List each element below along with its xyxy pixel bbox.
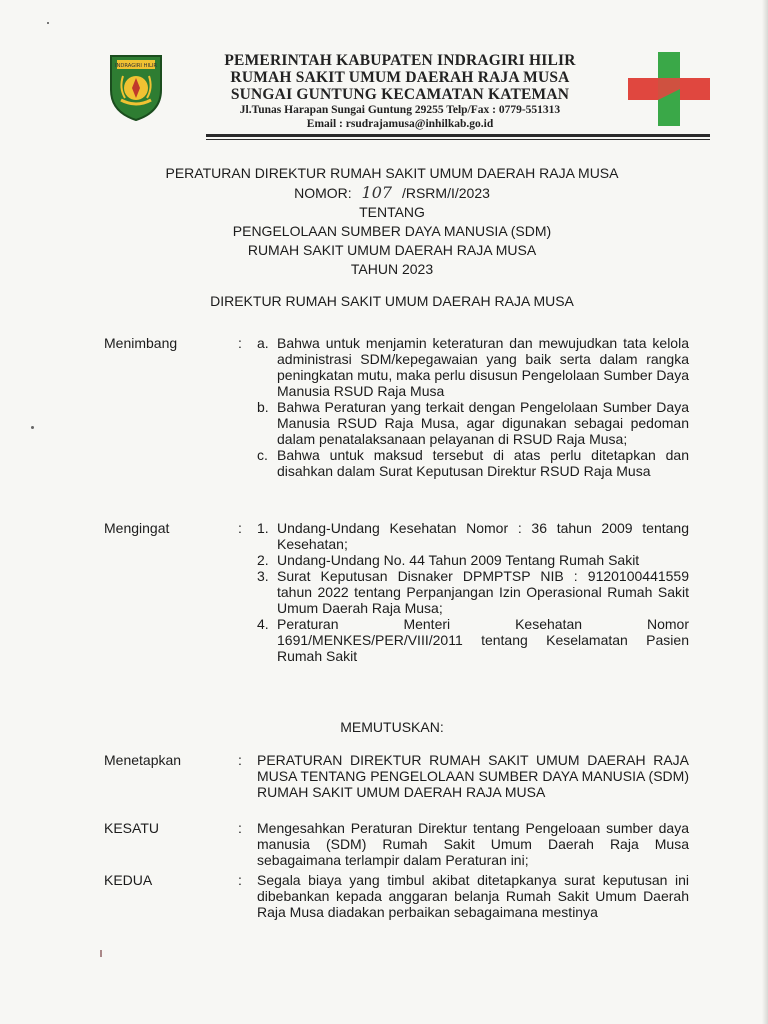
subject-line-1: PENGELOLAAN SUMBER DAYA MANUSIA (SDM) <box>232 223 552 239</box>
menetapkan-colon: : <box>238 752 242 768</box>
seal-text: INDRAGIRI HILIR <box>114 63 158 69</box>
scan-speck <box>47 22 49 24</box>
menimbang-colon: : <box>238 335 242 351</box>
item-marker: a. <box>257 335 269 351</box>
scan-speck <box>31 426 34 429</box>
item-marker: 1. <box>257 520 269 536</box>
year-line: TAHUN 2023 <box>350 261 434 277</box>
item-text: Surat Keputusan Disnaker DPMPTSP NIB : 9120100441559 tahun 2022 tentang Perpanjangan Izin Operasional Rumah Sakit Umum Daerah Raja Musa; <box>277 568 689 616</box>
mengingat-item <box>257 552 689 568</box>
kedua-text: Segala biaya yang timbul akibat ditetapkanya surat keputusan ini dibebankan kepada anggaran belanja Rumah Sakit Umum Daerah Raja Musa diadakan perbaikan sebagaimana mestinya <box>257 872 689 920</box>
mengingat-item <box>257 616 689 664</box>
menetapkan-label: Menetapkan <box>104 752 182 768</box>
scan-edge-shadow <box>762 0 768 1024</box>
item-marker: 2. <box>257 552 269 568</box>
letterhead <box>170 52 630 131</box>
mengingat-colon: : <box>238 520 242 536</box>
menetapkan-text: PERATURAN DIREKTUR RUMAH SAKIT UMUM DAERAH RAJA MUSA TENTANG PENGELOLAAN SUMBER DAYA MANUSIA (SDM) RUMAH SAKIT UMUM DAERAH RAJA MUSA <box>257 752 689 800</box>
item-marker: b. <box>257 399 269 415</box>
mengingat-item <box>257 520 689 552</box>
item-text: Undang-Undang Kesehatan Nomor : 36 tahun 2009 tentang Kesehatan; <box>277 520 689 552</box>
tentang-line: TENTANG <box>359 204 425 220</box>
item-text: Peraturan Menteri Kesehatan Nomor 1691/MENKES/PER/VIII/2011 tentang Keselamatan Pasien Rumah Sakit <box>277 616 689 664</box>
item-text: Bahwa Peraturan yang terkait dengan Pengelolaan Sumber Daya Manusia RSUD Raja Musa, agar digunakan sebagai pedoman dalam penatalaksanaan pelayanan di RSUD Raja Musa; <box>277 399 689 447</box>
mengingat-list <box>257 520 689 664</box>
item-text: Undang-Undang No. 44 Tahun 2009 Tentang Rumah Sakit <box>277 552 640 568</box>
item-marker: 3. <box>257 568 269 584</box>
nomor-number: 107 <box>361 183 393 202</box>
letterhead-rule-thick <box>206 134 710 137</box>
letterhead-line-2: RUMAH SAKIT UMUM DAERAH RAJA MUSA <box>230 69 570 86</box>
menimbang-list <box>257 335 689 479</box>
letterhead-line-1: PEMERINTAH KABUPATEN INDRAGIRI HILIR <box>224 52 576 69</box>
item-marker: 4. <box>257 616 269 632</box>
nomor-suffix: /RSRM/I/2023 <box>401 185 490 201</box>
kedua-label: KEDUA <box>104 872 153 888</box>
mengingat-item <box>257 568 689 616</box>
menimbang-item <box>257 335 689 399</box>
nomor-line <box>100 183 684 203</box>
title-line: PERATURAN DIREKTUR RUMAH SAKIT UMUM DAERAH RAJA MUSA <box>165 165 619 181</box>
letterhead-email: Email : rsudrajamusa@inhilkab.go.id <box>306 118 494 130</box>
item-text: Bahwa untuk menjamin keteraturan dan mewujudkan tata kelola administrasi SDM/kepegawaian yang baik serta dalam rangka peningkatan mutu, maka perlu disusun Pengelolaan Sumber Daya Manusia RSUD Raja Musa <box>277 335 689 399</box>
menimbang-item <box>257 447 689 479</box>
regulation-title <box>100 164 684 279</box>
item-marker: c. <box>257 447 268 463</box>
mengingat-label: Mengingat <box>104 520 170 536</box>
letterhead-line-3: SUNGAI GUNTUNG KECAMATAN KATEMAN <box>230 86 570 103</box>
letterhead-rule-thin <box>206 139 710 140</box>
kesatu-text: Mengesahkan Peraturan Direktur tentang Pengeloaan sumber daya manusia (SDM) Rumah Sakit Umum Daerah Raja Musa sebagaimana terlampir dalam Peraturan ini; <box>257 820 689 868</box>
kesatu-colon: : <box>238 820 242 836</box>
director-heading: DIREKTUR RUMAH SAKIT UMUM DAERAH RAJA MUSA <box>210 293 574 309</box>
scan-speck <box>100 950 102 957</box>
menimbang-label: Menimbang <box>104 335 178 351</box>
item-text: Bahwa untuk maksud tersebut di atas perlu ditetapkan dan disahkan dalam Surat Keputusan Direktur RSUD Raja Musa <box>277 447 689 479</box>
menimbang-item <box>257 399 689 447</box>
nomor-label: NOMOR: <box>294 185 352 201</box>
regency-seal-icon <box>107 52 165 122</box>
letterhead-address: Jl.Tunas Harapan Sungai Guntung 29255 Telp/Fax : 0779-551313 <box>239 104 561 116</box>
kesatu-label: KESATU <box>104 820 159 836</box>
memutuskan-heading: MEMUTUSKAN: <box>340 719 444 735</box>
health-cross-icon <box>628 52 710 126</box>
subject-line-2: RUMAH SAKIT UMUM DAERAH RAJA MUSA <box>247 242 537 258</box>
kedua-colon: : <box>238 872 242 888</box>
